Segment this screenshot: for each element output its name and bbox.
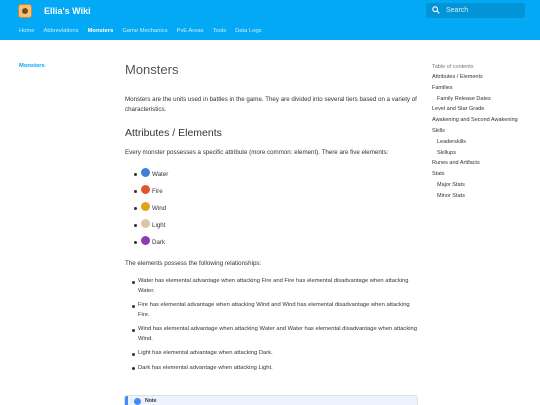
list-item: Wind bbox=[125, 200, 417, 217]
list-item: Fire has elemental advantage when attacking Wind and Wind has elemental disadvantage when attacking Fire. bbox=[125, 301, 417, 320]
nav-item-abbreviations[interactable]: Abbreviations bbox=[43, 28, 79, 34]
list-item: Dark has elemental advantage when attacking Light. bbox=[125, 364, 417, 374]
list-item: Light bbox=[125, 217, 417, 234]
fire-icon bbox=[141, 185, 150, 194]
element-list bbox=[125, 166, 417, 251]
page-title: Monsters bbox=[125, 62, 179, 77]
list-item: Dark bbox=[125, 234, 417, 251]
nav-item-monsters[interactable]: Monsters bbox=[87, 28, 114, 34]
relationships-intro: The elements possess the following relationships: bbox=[125, 259, 262, 267]
table-of-contents bbox=[432, 63, 532, 204]
nav-item-pve-areas[interactable]: PvE Areas bbox=[176, 28, 204, 34]
water-icon bbox=[141, 168, 150, 177]
list-item: Water bbox=[125, 166, 417, 183]
dark-icon bbox=[141, 236, 150, 245]
nav-item-tools[interactable]: Tools bbox=[212, 28, 227, 34]
search-icon bbox=[432, 6, 440, 14]
site-title[interactable]: Ellia's Wiki bbox=[44, 6, 91, 16]
toc-item-stats[interactable]: Stats bbox=[432, 171, 445, 178]
search-box[interactable] bbox=[426, 3, 525, 18]
section-paragraph: Every monster possesses a specific attribute (more common: element). There are five elements: bbox=[125, 149, 389, 156]
list-item: Water has elemental advantage when attacking Fire and Fire has elemental disadvantage when attacking Water. bbox=[125, 277, 417, 296]
list-item: Fire bbox=[125, 183, 417, 200]
main-content bbox=[125, 62, 417, 378]
toc-item-leaderskills[interactable]: Leaderskills bbox=[437, 138, 467, 145]
nav-item-home[interactable]: Home bbox=[19, 28, 35, 34]
toc-title: Table of contents bbox=[432, 64, 474, 70]
toc-item-awakening[interactable]: Awakening and Second Awakening bbox=[432, 117, 518, 124]
info-icon bbox=[134, 398, 141, 405]
toc-item-skillups[interactable]: Skillups bbox=[437, 149, 456, 156]
toc-item-skills[interactable]: Skills bbox=[432, 127, 445, 134]
main-nav bbox=[19, 26, 262, 36]
toc-item-major-stats[interactable]: Major Stats bbox=[437, 181, 465, 188]
sidebar-item-monsters[interactable]: Monsters bbox=[19, 63, 45, 69]
toc-item-minor-stats[interactable]: Minor Stats bbox=[437, 192, 465, 199]
search-input[interactable]: Search bbox=[446, 7, 469, 14]
relationship-list bbox=[125, 277, 417, 373]
toc-item-families[interactable]: Families bbox=[432, 84, 453, 91]
nav-item-game-mechanics[interactable]: Game Mechanics bbox=[122, 28, 168, 34]
toc-item-level-star-grade[interactable]: Level and Star Grade bbox=[432, 106, 485, 113]
toc-item-attributes[interactable]: Attributes / Elements bbox=[432, 74, 483, 80]
site-logo-icon[interactable] bbox=[18, 4, 32, 18]
note-label: Note bbox=[145, 398, 157, 404]
toc-item-family-release-dates[interactable]: Family Release Dates bbox=[437, 95, 491, 102]
wind-icon bbox=[141, 202, 150, 211]
light-icon bbox=[141, 219, 150, 228]
list-item: Light has elemental advantage when attacking Dark. bbox=[125, 349, 417, 359]
intro-paragraph: Monsters are the units used in battles in the game. They are divided into several tiers based on a variety of characteristics. bbox=[125, 96, 417, 113]
list-item: Wind has elemental advantage when attacking Water and Water has elemental disadvantage when attacking Wind. bbox=[125, 325, 417, 344]
section-heading-attributes: Attributes / Elements bbox=[125, 127, 222, 139]
site-header bbox=[0, 0, 540, 40]
nav-item-data-logs[interactable]: Data Logs bbox=[235, 28, 262, 34]
note-admonition bbox=[125, 396, 417, 405]
toc-item-runes-artifacts[interactable]: Runes and Artifacts bbox=[432, 160, 480, 167]
